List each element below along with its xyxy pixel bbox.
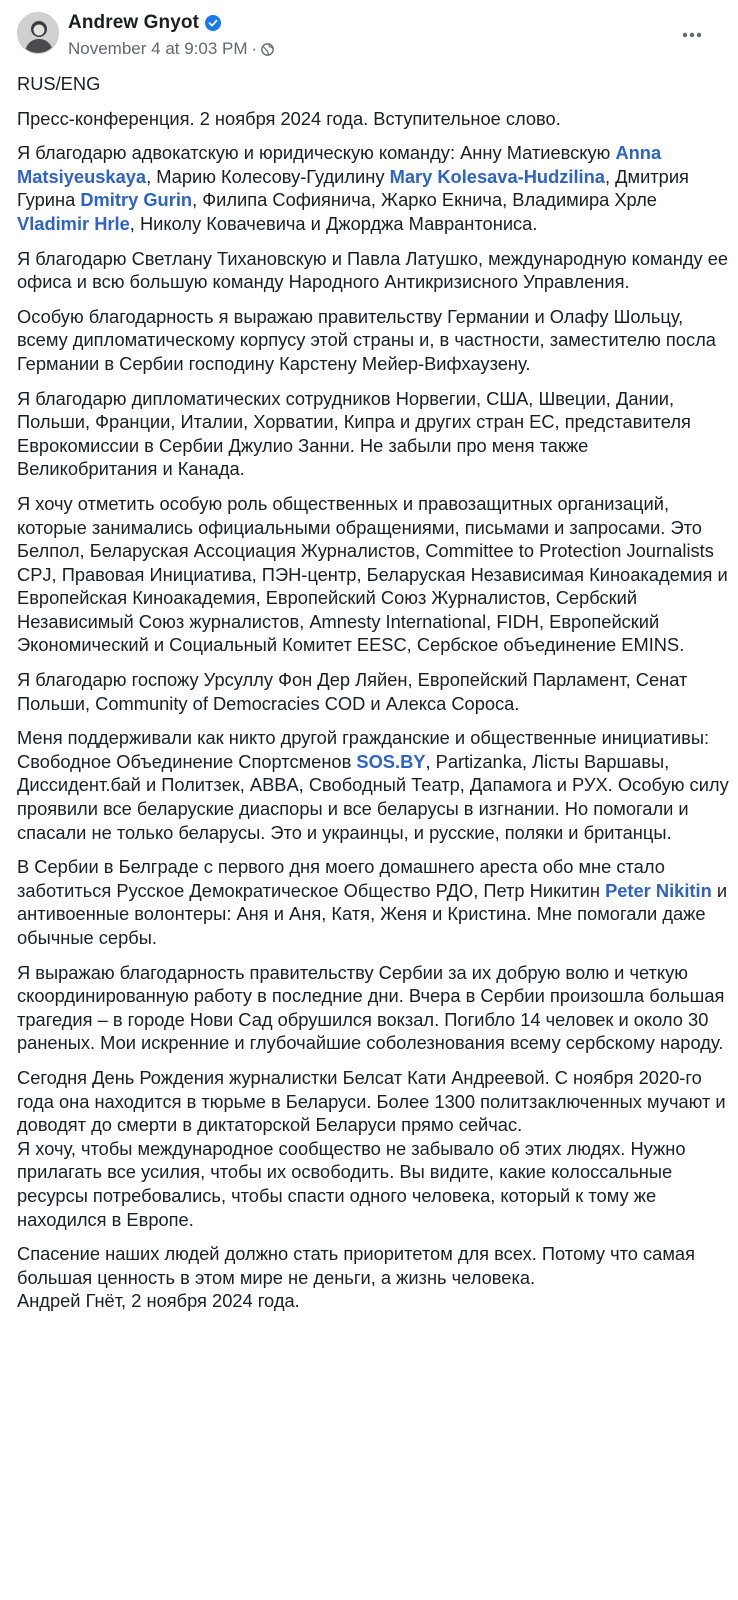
text-segment: Я благодарю адвокатскую и юридическую команду: Анну Матиевскую xyxy=(17,142,616,164)
verified-badge-icon xyxy=(205,15,221,31)
paragraph-germany: Особую благодарность я выражаю правительству Германии и Олафу Шольцу, всему дипломатическому корпусу этой страны и, в частности, заместителю посла Германии в Сербии господину Карстену Мейер-Вифхаузену. xyxy=(17,305,716,374)
more-horizontal-icon xyxy=(682,32,702,38)
paragraph-serbia-support xyxy=(17,855,729,949)
mention-vladimir-hrle[interactable]: Vladimir Hrle xyxy=(17,212,130,234)
mention-peter-nikitin[interactable]: Peter Nikitin xyxy=(605,879,712,901)
text-segment: В Сербии в Белграде с первого дня моего домашнего ареста обо мне стало заботиться Русское Демократическое Общество РДО, Петр Никитин xyxy=(17,856,665,901)
paragraph-diplomats: Я благодарю дипломатических сотрудников Норвегии, США, Швеции, Дании, Польши, Франции, Италии, Хорватии, Кипра и других стран ЕС, представителя Еврокомиссии в Сербии Джулио Занни. Не забыли про меня также Великобритания и Канада. xyxy=(17,387,691,480)
globe-icon[interactable] xyxy=(261,43,274,56)
signature-line: Андрей Гнёт, 2 ноября 2024 года. xyxy=(17,1290,300,1312)
paragraph-intro: Пресс-конференция. 2 ноября 2024 года. Вступительное слово. xyxy=(17,107,561,129)
post-header xyxy=(0,0,738,62)
text-segment: Меня поддерживали как никто другой гражданские и общественные инициативы: Свободное Объединение Спортсменов xyxy=(17,727,710,772)
post-timestamp[interactable]: November 4 at 9:03 PM xyxy=(68,39,248,58)
meta-separator: · xyxy=(251,39,258,58)
mention-anna-matsiyeuskaya[interactable]: Anna Matsiyeuskaya xyxy=(17,142,662,187)
paragraph-tsikhanouskaya: Я благодарю Светлану Тихановскую и Павла Латушко, международную команду ее офиса и всю большую команду Народного Антикризисного Управления. xyxy=(17,247,729,293)
mention-dmitry-gurin[interactable]: Dmitry Gurin xyxy=(80,189,193,211)
author-name[interactable]: Andrew Gnyot xyxy=(68,12,200,33)
paragraph-legal-team xyxy=(17,141,729,235)
mention-mary-kolesava-hudzilina[interactable]: Mary Kolesava-Hudzilina xyxy=(389,165,605,187)
paragraph-organizations: Я хочу отметить особую роль общественных и правозащитных организаций, которые занимались официальными обращениями, письмами и запросами. Это Белпол, Беларуская Ассоциация Журналистов, Committee to Protection Journalists CPJ, Правовая Инициатива, ПЭН-центр, Беларуская Независимая Киноакадемия и Европейская Киноакадемия, Европейский Союз Журналистов, Сербский Независимый Союз журналистов, Amnesty International, FIDH, Европейский Экономический и Социальный Комитет EESC, Сербское объединение EMINS. xyxy=(17,492,728,656)
text-segment: , Николу Ковачевича и Джорджа Маврантониса. xyxy=(129,212,538,234)
paragraph-political-prisoners xyxy=(17,1066,729,1231)
more-options-button[interactable] xyxy=(672,22,712,48)
language-label: RUS/ENG xyxy=(17,73,101,94)
paragraph-closing xyxy=(17,1242,729,1313)
text-segment: Спасение наших людей должно стать приоритетом для всех. Потому что самая большая ценность в этом мире не деньги, а жизнь человека. xyxy=(17,1243,695,1288)
text-segment: Я хочу, чтобы международное сообщество не забывало об этих людях. Нужно прилагать все усилия, чтобы их освободить. Вы видите, какие колоссальные ресурсы потребовались, чтобы спасти одного человека, который к тому же находился в Европе. xyxy=(17,1137,686,1230)
avatar[interactable] xyxy=(17,12,59,54)
text-segment: и антивоенные волонтеры: Аня и Аня, Катя, Женя и Кристина. Мне помогали даже обычные сербы. xyxy=(17,879,728,948)
avatar-photo xyxy=(18,13,59,54)
text-segment: , Partizanka, Лісты Варшавы, Диссидент.бай и Политзек, ABBA, Свободный Театр, Дапамога и РУХ. Особую силу проявили все беларуские диаспоры и все беларусы в изгнании. Но помогали и спасали не только беларусы. Это и украинцы, и русские, поляки и британцы. xyxy=(17,750,729,843)
text-segment: , Марию Колесову-Гудилину xyxy=(146,165,390,187)
text-segment: Сегодня День Рождения журналистки Белсат Кати Андреевой. С ноября 2020-го года она находится в тюрьме в Беларуси. Более 1300 политзаключенных мучают и доводят до смерти в диктаторской Беларуси прямо сейчас. xyxy=(17,1066,726,1136)
paragraph-serbia-government: Я выражаю благодарность правительству Сербии за их добрую волю и четкую скоординированную работу в последние дни. Вчера в Сербии произошла большая трагедия – в городе Нови Сад обрушился вокзал. Погибло 14 человек и около 30 раненых. Мои искренние и глубочайшие соболезнования всему сербскому народу. xyxy=(17,961,725,1054)
text-segment: , Дмитрия Гурина xyxy=(17,165,689,211)
post-body xyxy=(17,72,729,1324)
paragraph-officials: Я благодарю госпожу Урсуллу Фон Дер Ляйен, Европейский Парламент, Сенат Польши, Community of Democracies COD и Алекса Сороса. xyxy=(17,669,688,714)
paragraph-initiatives xyxy=(17,726,729,844)
text-segment: , Филипа Софиянича, Жарко Екнича, Владимира Хрле xyxy=(192,189,657,211)
mention-sos-by[interactable]: SOS.BY xyxy=(356,750,426,772)
